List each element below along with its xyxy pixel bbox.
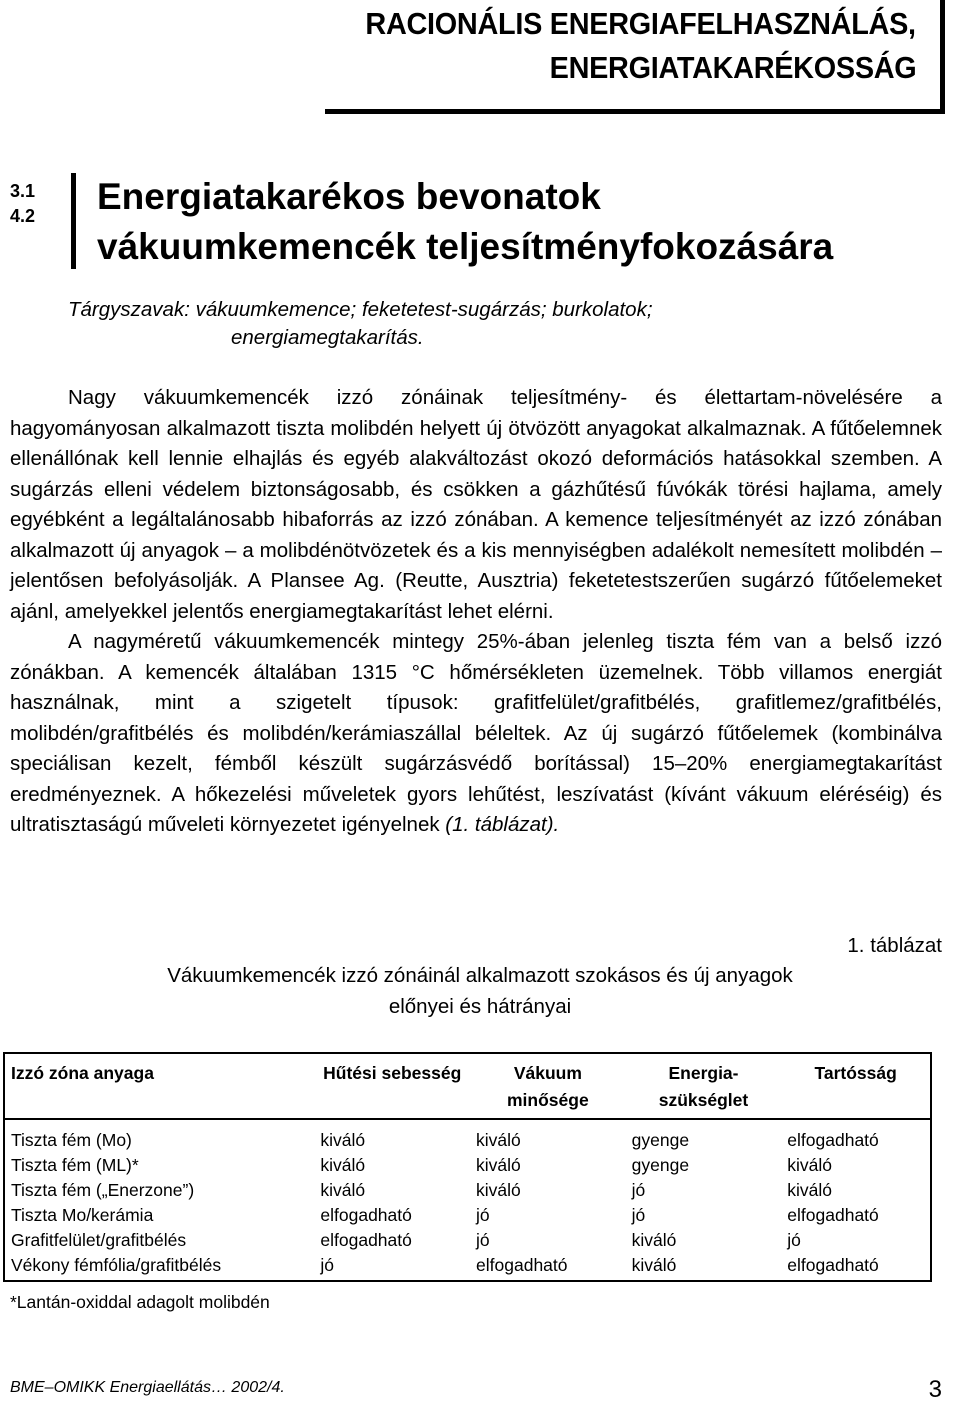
cell-energy: jó [631,1180,646,1200]
table-reference: (1. táblázat). [445,813,560,836]
cell-energy: gyenge [631,1155,690,1175]
paragraph-2-text: A nagyméretű vákuumkemencék mintegy 25%-ában jelenleg tiszta fém van a belső izzó zónákban. A kemencék általában 1315 °C hőmérsékleten üzemelnek. Több villamos energiát használnak, mint a szigetelt típusok: grafitfelület/grafitbélés, grafitlemez/grafitbélés, molibdén/grafitbélés és molibdén/kerámiaszállal béleltek. Az új sugárzó fűtőelemek (kombinálva speciálisan kezelt, fémből készült sugárzásvédő borítással) 15–20% energiamegtakarítást eredményeznek. A hőkezelési műveletek gyors lehűtést, leszívatást (kívánt vákuum eléréséig) és ultratisztaságú műveleti környezetet igényelnek [10,630,942,836]
cell-energy: gyenge [631,1130,690,1150]
table-number: 1. táblázat [847,934,942,957]
table-header-row [4,1053,931,1119]
table-row [4,1228,931,1253]
header-title-line1: RACIONÁLIS ENERGIAFELHASZNÁLÁS, [365,6,916,41]
header-title-line2: ENERGIATAKARÉKOSSÁG [549,50,916,85]
table-row [4,1178,931,1203]
cell-cooling: kiváló [320,1155,366,1175]
header-durability: Tartósság [781,1053,931,1119]
section-number-1: 3.1 [10,181,36,201]
cell-cooling: kiváló [320,1180,366,1200]
cell-vacuum: elfogadható [476,1255,568,1275]
cell-material: Tiszta fém („Enerzone”) [11,1180,195,1200]
cell-durability: elfogadható [787,1205,879,1225]
paragraph-1: Nagy vákuumkemencék izzó zónáinak teljesítmény- és élettartam-növelésére a hagyományosan alkalmazott tiszta molibdén helyett új ötvözött anyagokat alkalmaznak. A fűtőelemnek ellenállónak kell lennie elhajlás és egyéb alakváltozást okozó deformációs hatásokkal szemben. A sugárzás elleni védelem biztonságosabb, és csökken a gázhűtésű fúvókák törési hajlama, amely egyébként a legáltalánosabb hibaforrás az izzó zónában. A kemence teljesítményét az izzó zónában alkalmazott új anyagok – a molibdénötvözetek és a kis mennyiségben adalékolt nemesített molibdén – jelentősen befolyásolják. A Plansee Ag. (Reutte, Ausztria) feketetestszerűen sugárzó fűtőelemeket ajánl, amelyekkel jelentős energiamegtakarítást lehet elérni. [10,386,942,623]
table-row [4,1253,931,1281]
keywords-line1: Tárgyszavak: vákuumkemence; feketetest-sugárzás; burkolatok; [68,298,653,321]
table-row [4,1203,931,1228]
section-number-2: 4.2 [10,206,36,226]
cell-material: Tiszta fém (ML)* [11,1155,139,1175]
cell-material: Grafitfelület/grafitbélés [11,1230,187,1250]
cell-vacuum: jó [476,1205,490,1225]
cell-durability: elfogadható [787,1255,879,1275]
cell-durability: kiváló [787,1180,833,1200]
article-body [10,383,942,841]
keywords [68,296,858,352]
cell-durability: elfogadható [787,1130,879,1150]
article-title-line1: Energiatakarékos bevonatok [97,176,601,217]
cell-cooling: kiváló [320,1130,366,1150]
article-title-line2: vákuumkemencék teljesítményfokozására [97,226,834,267]
cell-cooling: jó [320,1255,335,1275]
keywords-line2: energiamegtakarítás. [231,326,424,349]
header-vacuum: Vákuum minősége [470,1053,626,1119]
cell-cooling: elfogadható [320,1205,412,1225]
paragraph-2 [10,627,942,841]
cell-durability: kiváló [787,1155,833,1175]
table-row [4,1153,931,1178]
materials-table [3,1052,932,1282]
running-header [325,0,945,114]
cell-energy: kiváló [631,1230,677,1250]
header-material: Izzó zóna anyaga [4,1053,314,1119]
table-caption-line1: Vákuumkemencék izzó zónáinál alkalmazott szokásos és új anyagok [167,964,793,987]
header-cooling: Hűtési sebesség [314,1053,470,1119]
cell-energy: kiváló [631,1255,677,1275]
cell-material: Tiszta Mo/kerámia [11,1205,154,1225]
cell-energy: jó [631,1205,646,1225]
cell-material: Vékony fémfólia/grafitbélés [11,1255,222,1275]
cell-cooling: elfogadható [320,1230,412,1250]
cell-vacuum: jó [476,1230,490,1250]
table-footnote: *Lantán-oxiddal adagolt molibdén [10,1292,270,1312]
section-divider [71,173,76,269]
cell-vacuum: kiváló [476,1155,521,1175]
table-row [4,1119,931,1153]
cell-material: Tiszta fém (Mo) [11,1130,132,1150]
cell-vacuum: kiváló [476,1130,521,1150]
header-energy: Energia-szükséglet [626,1053,782,1119]
footer-source: BME–OMIKK Energiaellátás… 2002/4. [10,1379,285,1396]
table-caption-line2: előnyei és hátrányai [388,995,572,1018]
cell-durability: jó [787,1230,801,1250]
page-number: 3 [928,1376,942,1403]
cell-vacuum: kiváló [476,1180,521,1200]
